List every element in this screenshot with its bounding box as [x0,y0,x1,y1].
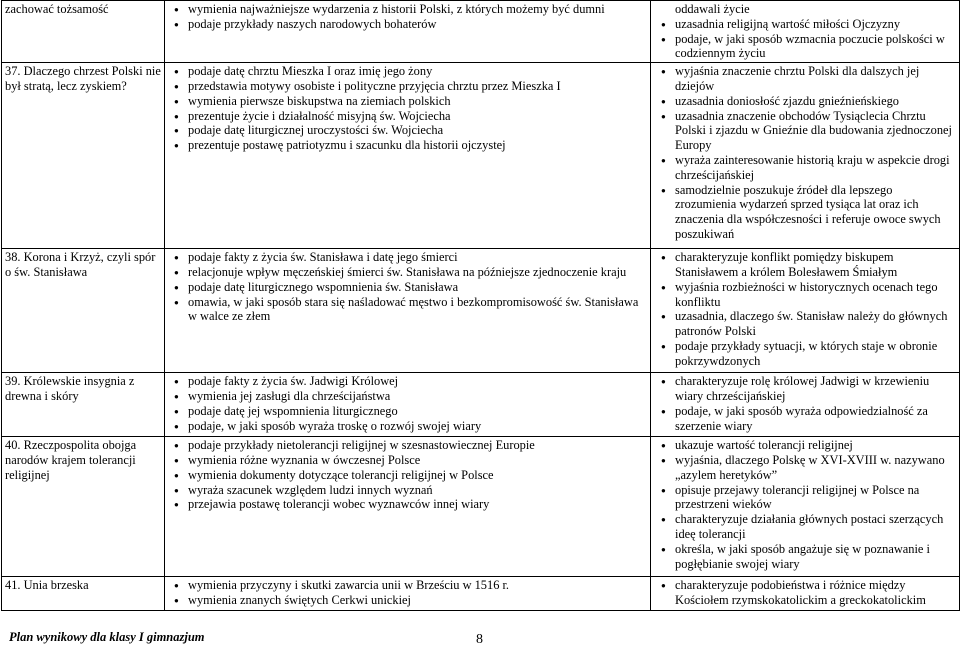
basic-item: ● podaje datę liturgicznego wspomnienia św. Stanisława [168,280,647,295]
extended-item: ● uzasadnia znaczenie obchodów Tysiąclecia Chrztu Polski i zjazdu w Gnieźnie dla budowania zjednoczonej Europy [655,109,956,153]
extended-item: ● opisuje przejawy tolerancji religijnej w Polsce na przestrzeni wieków [655,483,956,513]
extended-item: ● wyjaśnia, dlaczego Polskę w XVI-XVIII w. nazywano „azylem heretyków” [655,453,956,483]
basic-item: ● relacjonuje wpływ męczeńskiej śmierci św. Stanisława na późniejsze zjednoczenie kraju [168,265,647,280]
basic-item: ● podaje przykłady naszych narodowych bohaterów [168,17,647,32]
topic-cell [2,63,165,249]
basic-requirements-cell [165,63,651,249]
basic-requirements-cell [165,437,651,577]
footer-title: Plan wynikowy dla klasy I gimnazjum [9,630,205,644]
extended-item: ● charakteryzuje podobieństwa i różnice między Kościołem rzymskokatolickim a greckokatolickim [655,578,956,608]
table-row [2,437,960,577]
basic-item: ● wymienia różne wyznania w ówczesnej Polsce [168,453,647,468]
basic-item: ● wymienia znanych świętych Cerkwi unickiej [168,593,647,608]
basic-item: ● omawia, w jaki sposób stara się naśladować męstwo i bezkompromisowość św. Stanisława w walce ze złem [168,295,647,325]
basic-item: ● wymienia jej zasługi dla chrześcijaństwa [168,389,647,404]
basic-requirements-cell [165,373,651,437]
basic-item: ● wymienia najważniejsze wydarzenia z historii Polski, z których możemy być dumni [168,2,647,17]
table-row [2,63,960,249]
topic-title: 38. Korona i Krzyż, czyli spór o św. Stanisława [5,250,156,279]
extended-item: oddawali życie [675,2,750,16]
topic-title: 40. Rzeczpospolita obojga narodów krajem tolerancji religijnej [5,438,137,482]
table-row [2,577,960,611]
extended-item: ● samodzielnie poszukuje źródeł dla lepszego zrozumienia wydarzeń sprzed tysiąca lat oraz ich znaczenia dla współczesności i referuje owoce swych poszukiwań [655,183,956,242]
curriculum-table [1,0,960,611]
basic-requirements-cell [165,249,651,373]
basic-item: ● podaje datę liturgicznej uroczystości św. Wojciecha [168,123,647,138]
table-row [2,373,960,437]
table-row [2,1,960,63]
topic-title: 37. Dlaczego chrzest Polski nie był stratą, lecz zyskiem? [5,64,161,93]
extended-item: ● charakteryzuje działania głównych postaci szerzących ideę tolerancji [655,512,956,542]
extended-item: ● uzasadnia, dlaczego św. Stanisław należy do głównych patronów Polski [655,309,956,339]
basic-item: ● wymienia przyczyny i skutki zawarcia unii w Brześciu w 1516 r. [168,578,647,593]
basic-item: ● podaje fakty z życia św. Stanisława i datę jego śmierci [168,250,647,265]
basic-requirements-cell [165,577,651,611]
basic-requirements-cell [165,1,651,63]
table-row [2,249,960,373]
topic-title: 39. Królewskie insygnia z drewna i skóry [5,374,135,403]
extended-item: ● uzasadnia doniosłość zjazdu gnieźnieńskiego [655,94,956,109]
extended-item: ● wyraża zainteresowanie historią kraju w aspekcie drogi chrześcijańskiej [655,153,956,183]
extended-item: ● podaje, w jaki sposób wzmacnia poczucie polskości w codziennym życiu [655,32,956,62]
extended-requirements-cell [651,577,960,611]
basic-item: ● podaje datę chrztu Mieszka I oraz imię jego żony [168,64,647,79]
extended-item: ● ukazuje wartość tolerancji religijnej [655,438,956,453]
extended-item: ● uzasadnia religijną wartość miłości Ojczyzny [655,17,956,32]
topic-cell [2,373,165,437]
basic-item: ● podaje fakty z życia św. Jadwigi Królowej [168,374,647,389]
topic-title: 41. Unia brzeska [5,578,89,593]
topic-cell [2,437,165,577]
topic-title: zachować tożsamość [5,2,109,16]
basic-item: ● wyraża szacunek względem ludzi innych wyznań [168,483,647,498]
extended-item: ● charakteryzuje rolę królowej Jadwigi w krzewieniu wiary chrześcijańskiej [655,374,956,404]
extended-item: ● podaje, w jaki sposób wyraża odpowiedzialność za szerzenie wiary [655,404,956,434]
basic-item: ● prezentuje postawę patriotyzmu i szacunku dla historii ojczystej [168,138,647,153]
basic-item: ● podaje przykłady nietolerancji religijnej w szesnastowiecznej Europie [168,438,647,453]
topic-cell [2,577,165,611]
basic-item: ● przedstawia motywy osobiste i polityczne przyjęcia chrztu przez Mieszka I [168,79,647,94]
basic-item: ● prezentuje życie i działalność misyjną św. Wojciecha [168,109,647,124]
extended-item: ● wyjaśnia znaczenie chrztu Polski dla dalszych jej dziejów [655,64,956,94]
topic-cell [2,249,165,373]
extended-requirements-cell [651,249,960,373]
basic-item: ● wymienia pierwsze biskupstwa na ziemiach polskich [168,94,647,109]
extended-requirements-cell [651,373,960,437]
basic-item: ● wymienia dokumenty dotyczące tolerancji religijnej w Polsce [168,468,647,483]
page-number: 8 [476,632,483,647]
extended-item: ● wyjaśnia rozbieżności w historycznych ocenach tego konfliktu [655,280,956,310]
extended-requirements-cell [651,63,960,249]
extended-item: ● charakteryzuje konflikt pomiędzy biskupem Stanisławem a królem Bolesławem Śmiałym [655,250,956,280]
basic-item: ● podaje, w jaki sposób wyraża troskę o rozwój swojej wiary [168,419,647,434]
basic-item: ● przejawia postawę tolerancji wobec wyznawców innej wiary [168,497,647,512]
basic-item: ● podaje datę jej wspomnienia liturgicznego [168,404,647,419]
topic-cell [2,1,165,63]
extended-item: ● podaje przykłady sytuacji, w których staje w obronie pokrzywdzonych [655,339,956,369]
extended-requirements-cell [651,437,960,577]
extended-item: ● określa, w jaki sposób angażuje się w poznawanie i pogłębianie swojej wiary [655,542,956,572]
extended-requirements-cell [651,1,960,63]
